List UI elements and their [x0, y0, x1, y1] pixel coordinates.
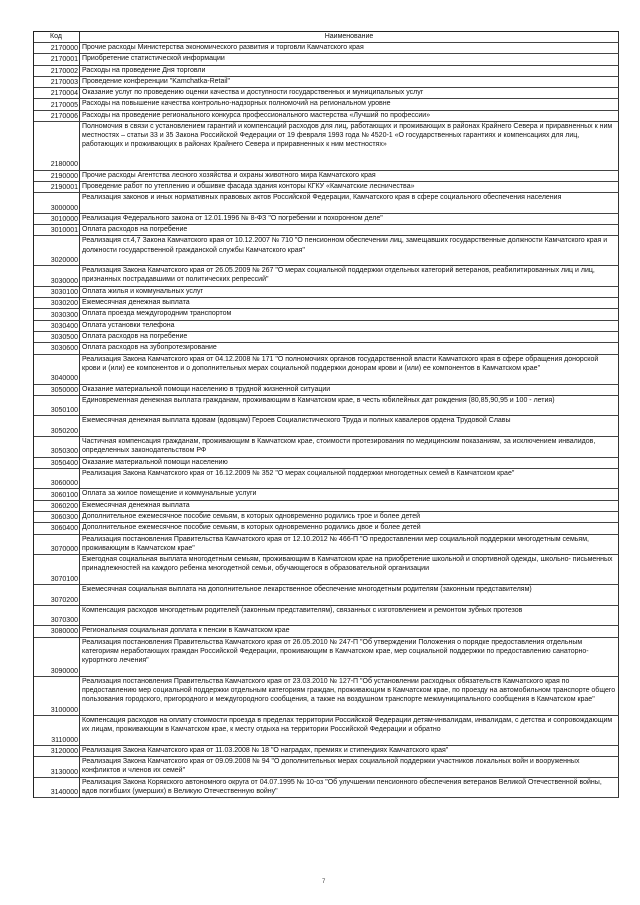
row-code: 3050100 — [34, 396, 80, 416]
table-row — [34, 99, 619, 110]
table-row — [34, 523, 619, 534]
row-name: Проведение работ по утеплению и обшивке фасада здания конторы КГКУ «Камчатские лесничества» — [80, 182, 619, 192]
row-code: 3000000 — [34, 193, 80, 213]
row-name: Региональная социальная доплата к пенсии в Камчатском крае — [80, 626, 619, 636]
row-code: 3050400 — [34, 458, 80, 468]
table-row — [34, 225, 619, 236]
row-name: Дополнительное ежемесячное пособие семьям, в которых одновременно родились трое и более детей — [80, 512, 619, 522]
row-code: 2190001 — [34, 182, 80, 192]
row-name: Оплата проезда междугородним транспортом — [80, 309, 619, 319]
row-name: Единовременная денежная выплата гражданам, проживающим в Камчатском крае, в честь юбилейных дат рождения (80,85,90,95 и 100 - летия) — [80, 396, 619, 416]
row-name: Частичная компенсация гражданам, проживающим в Камчатском крае, стоимости протезирования по медицинским показаниям, за исключением инвалидов, определенных законодательством РФ — [80, 437, 619, 457]
row-code: 3030200 — [34, 298, 80, 308]
row-code: 2170003 — [34, 77, 80, 87]
row-code: 3070000 — [34, 535, 80, 555]
row-code: 3110000 — [34, 716, 80, 745]
row-name: Ежемесячная денежная выплата — [80, 501, 619, 511]
row-code: 2170006 — [34, 111, 80, 121]
row-code: 3030300 — [34, 309, 80, 319]
table-row — [34, 193, 619, 214]
row-code: 3060100 — [34, 489, 80, 499]
row-code: 3050200 — [34, 416, 80, 436]
row-code: 3030100 — [34, 287, 80, 297]
row-name: Оплата расходов на зубопротезирование — [80, 343, 619, 353]
table-row — [34, 385, 619, 396]
row-name: Реализация Закона Корякского автономного округа от 04.07.1995 № 10-оз "Об улучшении пенсионного обеспечения ветеранов Великой Отечественной войны, вдов погибших (умерших) в Великую Отечественную войну" — [80, 778, 619, 798]
header-code: Код — [34, 32, 80, 42]
row-code: 3010001 — [34, 225, 80, 235]
row-code: 3020000 — [34, 236, 80, 265]
row-name: Прочие расходы Агентства лесного хозяйства и охраны животного мира Камчатского края — [80, 171, 619, 181]
row-name: Реализация постановления Правительства Камчатского края от 26.05.2010 № 247-П "Об утверждении Положения о порядке предоставления отдельным категориям неработающих граждан Российской Федерации, проживающим в Камчатском крае, мер социальной поддержки по предоставлению санаторно-курортного лечения" — [80, 638, 619, 676]
budget-codes-table — [33, 31, 619, 798]
row-name: Реализация законов и иных нормативных правовых актов Российской Федерации, Камчатского края в сфере социального обеспечения населения — [80, 193, 619, 213]
table-row — [34, 214, 619, 225]
row-name: Ежегодная социальная выплата многодетным семьям, проживающим в Камчатском крае на приобретение школьной и спортивной одежды, школьно- письменных принадлежностей на каждого ребенка многодетной семьи, обучающегося в образовательной организации — [80, 555, 619, 584]
table-row — [34, 606, 619, 627]
row-name: Полномочия в связи с установлением гарантий и компенсаций расходов для лиц, работающих и проживающих в районах Крайнего Севера и приравненных к ним местностях – статьи 33 и 35 Закона Российской Федерации от 19 февраля 1993 года № 4520-1 «О государственных гарантиях и компенсациях для лиц, работающих и проживающих в районах Крайнего Севера и приравненных к ним местностях» — [80, 122, 619, 170]
table-row — [34, 355, 619, 385]
row-code: 3050000 — [34, 385, 80, 395]
table-row — [34, 309, 619, 320]
row-name: Реализация Закона Камчатского края от 16.12.2009 № 352 "О мерах социальной поддержки многодетных семей в Камчатском крае" — [80, 469, 619, 489]
table-row — [34, 396, 619, 417]
row-name: Приобретение статистической информации — [80, 54, 619, 64]
table-row — [34, 757, 619, 778]
row-name: Расходы на проведение регионального конкурса профессионального мастерства «Лучший по профессии» — [80, 111, 619, 121]
row-name: Проведение конференции "Kamchatka-Retail" — [80, 77, 619, 87]
row-name: Расходы на повышение качества контрольно-надзорных полномочий на региональном уровне — [80, 99, 619, 109]
row-code: 2190000 — [34, 171, 80, 181]
table-row — [34, 88, 619, 99]
table-row — [34, 266, 619, 287]
row-name: Реализация постановления Правительства Камчатского края от 12.10.2012 № 466-П "О предоставлении мер социальной поддержки многодетным семьям, проживающим в Камчатском крае" — [80, 535, 619, 555]
table-row — [34, 778, 619, 799]
row-code: 3120000 — [34, 746, 80, 756]
table-header-row — [34, 32, 619, 43]
row-name: Оплата расходов на погребение — [80, 332, 619, 342]
table-row — [34, 66, 619, 77]
row-name: Компенсация расходов на оплату стоимости проезда в пределах территории Российской Федерации детям-инвалидам, инвалидам, с детства и сопровождающим их лицам, проживающим в Камчатском крае, к месту отдыха на территории Российской Федерации и обратно — [80, 716, 619, 745]
row-name: Оплата расходов на погребение — [80, 225, 619, 235]
table-row — [34, 555, 619, 585]
table-row — [34, 626, 619, 637]
row-name: Оказание материальной помощи населению — [80, 458, 619, 468]
row-code: 3030000 — [34, 266, 80, 286]
table-row — [34, 332, 619, 343]
row-name: Расходы на проведение Дня торговли — [80, 66, 619, 76]
row-code: 2170005 — [34, 99, 80, 109]
row-name: Оплата установки телефона — [80, 321, 619, 331]
row-name: Реализация Закона Камчатского края от 11.03.2008 № 18 "О наградах, премиях и стипендиях Камчатского края" — [80, 746, 619, 756]
table-row — [34, 343, 619, 354]
table-row — [34, 638, 619, 677]
table-row — [34, 677, 619, 716]
row-code: 3050300 — [34, 437, 80, 457]
table-row — [34, 182, 619, 193]
row-name: Ежемесячная денежная выплата вдовам (вдовцам) Героев Социалистического Труда и полных кавалеров ордена Трудовой Славы — [80, 416, 619, 436]
row-code: 3060300 — [34, 512, 80, 522]
page-number: 7 — [322, 879, 326, 885]
row-code: 3080000 — [34, 626, 80, 636]
row-code: 3010000 — [34, 214, 80, 224]
row-code: 2170001 — [34, 54, 80, 64]
row-name: Ежемесячная денежная выплата — [80, 298, 619, 308]
table-row — [34, 43, 619, 54]
table-row — [34, 746, 619, 757]
row-name: Реализация постановления Правительства Камчатского края от 23.03.2010 № 127-П "Об установлении расходных обязательств Камчатского края по предоставлению мер социальной поддержки отдельным категориям граждан, проживающим в Камчатском крае, по проезду на автомобильном транспорте общего пользования городского, пригородного и междугородного сообщения, а также на воздушном транспорте межмуниципального сообщения в Камчатском крае" — [80, 677, 619, 715]
table-row — [34, 298, 619, 309]
table-row — [34, 321, 619, 332]
row-code: 3070100 — [34, 555, 80, 584]
row-code: 3100000 — [34, 677, 80, 715]
table-row — [34, 111, 619, 122]
table-row — [34, 716, 619, 746]
row-code: 3030400 — [34, 321, 80, 331]
row-code: 3070300 — [34, 606, 80, 626]
row-code: 3040000 — [34, 355, 80, 384]
row-name: Прочие расходы Министерства экономического развития и торговли Камчатского края — [80, 43, 619, 53]
table-row — [34, 77, 619, 88]
row-name: Оплата за жилое помещение и коммунальные услуги — [80, 489, 619, 499]
row-code: 3030500 — [34, 332, 80, 342]
row-name: Ежемесячная социальная выплата на дополнительное лекарственное обеспечение многодетным родителям (законным представителям) — [80, 585, 619, 605]
table-row — [34, 535, 619, 556]
table-row — [34, 501, 619, 512]
row-name: Оказание материальной помощи населению в трудной жизненной ситуации — [80, 385, 619, 395]
table-row — [34, 416, 619, 437]
row-code: 3140000 — [34, 778, 80, 798]
row-code: 3090000 — [34, 638, 80, 676]
row-name: Реализация Закона Камчатского края от 04.12.2008 № 171 "О полномочиях органов государственной власти Камчатского края в сфере обращения донорской крови и (или) ее компонентов и о дополнительных мерах социальной поддержки донорам крови и (или) ее компонентов в Камчатском крае" — [80, 355, 619, 384]
table-row — [34, 512, 619, 523]
row-code: 3070200 — [34, 585, 80, 605]
table-row — [34, 469, 619, 490]
row-name: Оказание услуг по проведению оценки качества и доступности государственных и муниципальных услуг — [80, 88, 619, 98]
table-row — [34, 489, 619, 500]
table-row — [34, 236, 619, 266]
row-code: 3030600 — [34, 343, 80, 353]
row-name: Компенсация расходов многодетным родителей (законным представителям), связанных с изготовлением и ремонтом зубных протезов — [80, 606, 619, 626]
table-row — [34, 287, 619, 298]
row-name: Оплата жилья и коммунальных услуг — [80, 287, 619, 297]
row-name: Реализация Федерального закона от 12.01.1996 № 8-ФЗ "О погребении и похоронном деле" — [80, 214, 619, 224]
row-name: Реализация ст.4,7 Закона Камчатского края от 10.12.2007 № 710 "О пенсионном обеспечении лиц, замещавших государственные должности Камчатского края и должности государственной гражданской службы Камчатского края" — [80, 236, 619, 265]
table-row — [34, 54, 619, 65]
table-row — [34, 458, 619, 469]
row-name: Реализация Закона Камчатского края от 09.09.2008 № 94 "О дополнительных мерах социальной поддержки участников локальных войн и вооруженных конфликтов и членов их семей" — [80, 757, 619, 777]
table-row — [34, 171, 619, 182]
table-row — [34, 122, 619, 171]
row-code: 2170000 — [34, 43, 80, 53]
row-code: 2180000 — [34, 122, 80, 170]
header-name: Наименование — [80, 32, 619, 42]
row-code: 2170004 — [34, 88, 80, 98]
row-code: 3060000 — [34, 469, 80, 489]
table-row — [34, 437, 619, 458]
row-code: 3060200 — [34, 501, 80, 511]
row-code: 3060400 — [34, 523, 80, 533]
row-name: Реализация Закона Камчатского края от 26.05.2009 № 267 "О мерах социальной поддержки отдельных категорий ветеранов, реабилитированных лиц и лиц, признанных пострадавшими от политических репрессий" — [80, 266, 619, 286]
row-code: 3130000 — [34, 757, 80, 777]
row-name: Дополнительное ежемесячное пособие семьям, в которых одновременно родились двое и более детей — [80, 523, 619, 533]
table-row — [34, 585, 619, 606]
row-code: 2170002 — [34, 66, 80, 76]
